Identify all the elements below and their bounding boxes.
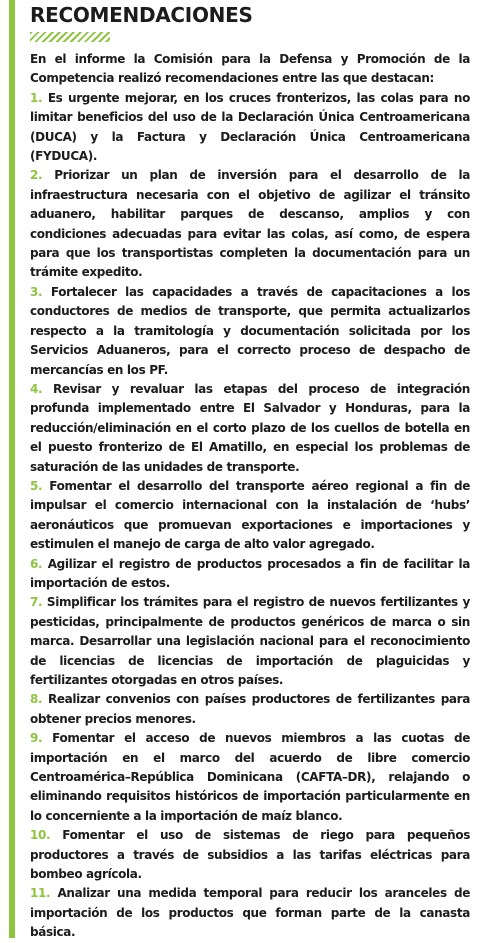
recommendation-item	[30, 89, 470, 167]
hatched-divider	[30, 32, 110, 42]
recommendation-item	[30, 593, 470, 690]
recommendation-number: 2.	[30, 168, 43, 183]
recommendation-text: Agilizar el registro de productos procesados a fin de facilitar la importación de estos.	[30, 556, 470, 590]
recommendation-item	[30, 884, 470, 942]
recommendation-number: 8.	[30, 692, 43, 707]
recommendation-text: Analizar una medida temporal para reducir los aranceles de importación de los productos que forman parte de la canasta básica.	[30, 886, 471, 940]
recommendation-item	[30, 729, 470, 826]
recommendation-item	[30, 826, 470, 884]
recommendations-list	[30, 89, 470, 943]
recommendation-item	[30, 166, 470, 282]
recommendation-text: Fomentar el uso de sistemas de riego para pequeños productores a través de subsidios a las tarifas eléctricas para bombeo agrícola.	[30, 828, 471, 882]
recommendation-text: Priorizar un plan de inversión para el desarrollo de la infraestructura necesaria con el objetivo de agilizar el tránsito aduanero, habilitar parques de descanso, amplios y con condiciones adecuadas para evitar las colas, así como, de espera para que los transportistas completen la documentación para un trámite expedito.	[30, 168, 470, 280]
section-heading: RECOMENDACIONES	[30, 3, 253, 27]
recommendation-number: 11.	[30, 886, 51, 901]
recommendation-text: Fomentar el acceso de nuevos miembros a las cuotas de importación en el marco del acuerdo de libre comercio Centroamérica–República Dominicana (CAFTA–DR), relajando o eliminando requisitos históricos de importación particularmente en lo concerniente a la importación de maíz blanco.	[30, 731, 471, 823]
recommendation-item	[30, 380, 470, 477]
recommendation-item	[30, 283, 470, 380]
recommendation-number: 6.	[30, 556, 43, 571]
accent-side-bar	[9, 0, 15, 938]
recommendation-number: 7.	[30, 595, 43, 610]
recommendation-text: Realizar convenios con países productores de fertilizantes para obtener precios menores.	[30, 692, 470, 726]
recommendation-number: 10.	[30, 828, 51, 843]
body-text	[30, 50, 470, 943]
recommendation-number: 3.	[30, 284, 43, 299]
recommendation-text: Simplificar los trámites para el registro de nuevos fertilizantes y pesticidas, principalmente de productos genéricos de marca o sin marca. Desarrollar una legislación nacional para el reconocimiento de licencias de licencias de importación de plaguicidas y fertilizantes otorgadas en otros países.	[30, 595, 471, 687]
recommendation-number: 5.	[30, 478, 43, 493]
recommendation-item	[30, 477, 470, 555]
recommendation-item	[30, 690, 470, 729]
recommendation-number: 9.	[30, 731, 43, 746]
recommendation-text: Revisar y revaluar las etapas del proceso de integración profunda implementado entre El Salvador y Honduras, para la reducción/eliminación en el corto plazo de los cuellos de botella en el puesto fronterizo de El Amatillo, en especial los problemas de saturación de las unidades de transporte.	[30, 381, 470, 474]
recommendation-item	[30, 555, 470, 594]
intro-paragraph: En el informe la Comisión para la Defensa y Promoción de la Competencia realizó recomendaciones entre las que destacan:	[30, 52, 470, 86]
recommendation-text: Fortalecer las capacidades a través de capacitaciones a los conductores de medios de transporte, que permita actualizarlos respecto a la tramitología y documentación solicitada por los Servicios Aduaneros, para el correcto proceso de despacho de mercancías en los PF.	[30, 284, 471, 377]
recommendation-number: 4.	[30, 381, 43, 396]
recommendation-number: 1.	[30, 90, 43, 105]
recommendations-panel	[30, 0, 470, 943]
recommendation-text: Es urgente mejorar, en los cruces fronterizos, las colas para no limitar beneficios del uso de la Declaración Única Centroamericana (DUCA) y la Factura y Declaración Única Centroamericana (FYDUCA).	[30, 90, 470, 164]
recommendation-text: Fomentar el desarrollo del transporte aéreo regional a fin de impulsar el comercio internacional con la instalación de ‘hubs’ aeronáuticos que promuevan exportaciones e importaciones y estimulen el manejo de carga de alto valor agregado.	[30, 478, 470, 552]
